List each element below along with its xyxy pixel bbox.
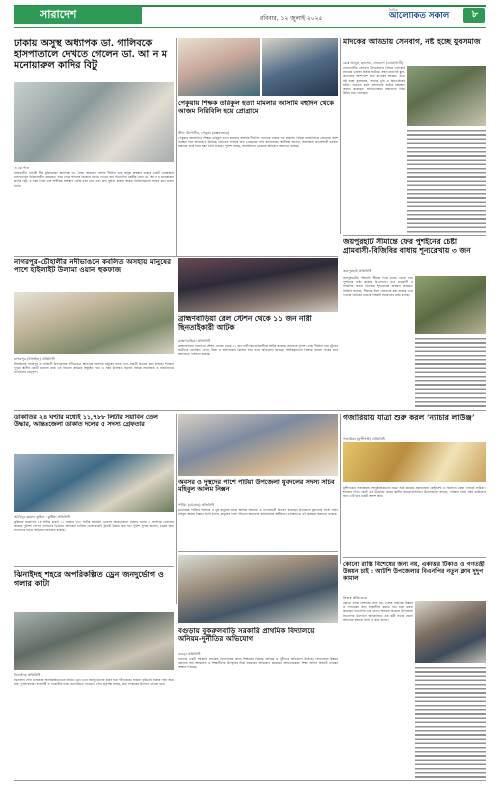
masthead-prefix: দৈনিক	[389, 8, 398, 12]
headline: গজারিয়ায় যাত্রা শুরু করল ‘ন্যাচার লাউঞ্জ’	[343, 414, 475, 422]
byline: পটিয়া (চট্টগ্রাম) প্রতিনিধি	[178, 503, 215, 507]
article-photo	[14, 82, 174, 162]
headline: অবসর ও দুস্থদের পাশে পটিয়া উপজেলা যুবদলের সদস্য সচিব মহিবুল আলম নিক্সন	[178, 479, 335, 494]
issue-date: রবিবার, ১২ জুলাই ২০২৫	[260, 15, 323, 22]
article-brahmanbaria	[178, 258, 338, 408]
section-title: সারাদেশ	[40, 9, 77, 21]
article-body-continued	[415, 667, 486, 778]
article-patiya	[178, 414, 338, 549]
section-divider	[178, 551, 338, 552]
article-body: পেকুয়ায় আলোচিত শিক্ষক তরিকুল হত্যা মামলার আসামি দীর্ঘদিন পলাতক থাকার পর প্রকাশ্যে বিভিন্ন রাজনৈতিক প্রোগ্রামে অংশ নিচ্ছেন বলে অভিযোগ উঠেছে। নিহতের পরিবার দ্রুত গ্রেপ্তারের দাবি জানিয়েছে। স্থানীয়রা জানান, আসামিরা প্রভাবশালী হওয়ায় মামলার তদন্ত নিয়ে শঙ্কা তৈরি হয়েছে। পুলিশ বলছে, আসামিদের গ্রেপ্তারে অভিযান অব্যাহত রয়েছে।	[178, 136, 338, 149]
headline: জয়পুরহাট সীমান্তে ফের পুশইনের চেষ্টা গ্রামবাসী-বিজিবির বাধায় শূন্যরেখায় ৩ জন	[343, 238, 471, 255]
article-body: কুষ্টিয়ায় ডাকাতির ২৪ ঘণ্টার মধ্যেই ১১ হাজার ৭৮৮ লিটার সয়াবিন তেলসহ আন্তঃজেলা ডাকাত দলের ৫ সদস্যকে গ্রেফতার করেছে পুলিশ। গোপন সংবাদের ভিত্তিতে অভিযান চালিয়ে তেলবোঝাই ট্রাকটি উদ্ধার করা হয়। পুলিশ সুপার জানান, চক্রের অন্য সদস্যদের ধরতে অভিযান অব্যাহত রয়েছে।	[14, 520, 174, 533]
page-bottom-rule	[14, 780, 486, 781]
article-joypurhat-border	[343, 238, 486, 408]
byline: জয়পুরহাট প্রতিনিধি	[343, 269, 372, 273]
article-bogura-school	[178, 555, 338, 778]
byline: মোঃ আবুল হোসেন, সেনবাগ (নোয়াখালী)	[343, 61, 404, 65]
article-photo	[14, 292, 174, 354]
article-body-continued	[415, 338, 486, 408]
article-photo-2	[262, 38, 338, 96]
byline: স্টাফ রিপোর্টার, পেকুয়া (কক্সবাজার)	[178, 131, 230, 135]
byline: গজারিয়া (মুন্সীগঞ্জ) প্রতিনিধি	[343, 437, 385, 441]
article-photo	[343, 442, 486, 482]
headline: ঝিনাইদহ শহরে অপরিকল্পিত ড্রেন জনদুর্ভোগ ও গলার কাটা	[14, 570, 164, 589]
article-photo	[14, 612, 174, 670]
article-body: ঝিনাইদহ পৌর এলাকায় অপরিকল্পিতভাবে নির্মিত ড্রেন এখন জনদুর্ভোগের কারণ হয়ে দাঁড়িয়েছে। সামান্য বৃষ্টিতেই রাস্তায় পানি জমে যায়, দুর্গন্ধ ছড়ায়। ব্যবসায়ী ও পথচারীরা চরম ভোগান্তিতে পড়ছেন। পৌর কর্তৃপক্ষ বলছে, দ্রুত সংস্কারের উদ্যোগ নেওয়া হবে।	[14, 678, 174, 687]
article-photo	[178, 38, 260, 96]
article-bnp-development	[343, 561, 486, 778]
column-rule	[176, 38, 177, 256]
article-body: কোনো ব্যক্তি বিশেষের জন্য নয়, দেশের সামগ্রিক উন্নয়ন ও গণতন্ত্রের জন্য রাজনীতি করতে হবে বলে মন্তব্য করেছেন বিএনপির এক নেতা। শনিবার বিকেলে উপজেলা বিএনপির উদ্যোগে আয়োজিত এক কর্মী সভায় প্রধান অতিথির বক্তব্যে তিনি এ কথা বলেন।	[343, 601, 413, 622]
article-photo	[415, 601, 486, 663]
headline: মাদকের আড্ডায় সেনবাগ, নষ্ট হচ্ছে যুবসমাজ	[343, 38, 481, 46]
photo-caption: এ কে পাল	[14, 166, 30, 170]
article-photo	[178, 258, 338, 312]
article-dhaka-hospital	[14, 38, 174, 253]
article-body: রাজবাড়ীর এলাকী বীর মুক্তিযোদ্ধা অধ্যাপক ডা. সৈয়দ আহমেদ গালিব দীর্ঘদিন ধরে অসুস্থ অবস্থায় ঢাকার একটি বেসরকারি হাসপাতালে চিকিৎসাধীন রয়েছেন। খবর পেয়ে শনিবার বিকেলে তাকে দেখতে যান বিএনপির কেন্দ্রীয় নেতা ডা. আ ন ম মনোয়ারুল কাদির বিটু। এ সময় তিনি তার শারীরিক অবস্থার খোঁজ-খবর নেন এবং দ্রুত সুস্থতা কামনা করেন। চিকিৎসকদের সঙ্গেও কথা বলেন তিনি।	[14, 171, 174, 188]
byline: বগুড়া প্রতিনিধি	[178, 652, 201, 656]
article-photo	[178, 414, 338, 476]
masthead-logo: আলোকিত সকাল	[389, 12, 450, 21]
page-header	[0, 0, 500, 34]
section-divider	[14, 410, 486, 411]
section-divider	[343, 557, 486, 558]
article-photo	[407, 66, 486, 126]
article-body: বগুড়ার একটি সরকারি প্রাথমিক বিদ্যালয়ের প্রধান শিক্ষকের বিরুদ্ধে অনিয়ম ও দুর্নীতির অভিযোগ উঠেছে। বিদ্যালয়ের উন্নয়ন বরাদ্দের অর্থ আত্মসাৎ ও শিক্ষার্থীদের উপবৃত্তির টাকা নয়ছয়ের অভিযোগ করেছেন অভিভাবকরা। শিক্ষা অফিস বিষয়টি তদন্তের আশ্বাস দিয়েছে।	[178, 657, 338, 670]
header-bottom-rule	[14, 27, 486, 28]
headline: ডাকাতির ২৪ ঘণ্টার মধ্যেই ১১,৭৮৮ লিটার সয়াবিন তেল উদ্ধার, আন্তঃজেলা ডাকাত দলের ৫ সদস্য গ্রেফতার	[14, 414, 158, 429]
article-photo	[178, 555, 338, 623]
article-body: চট্টগ্রামের পটিয়ায় অসহায় ও দুস্থ মানুষের মাঝে আর্থিক সহায়তা ও খাদ্যসামগ্রী বিতরণ করেছেন উপজেলা যুবদলের সদস্য সচিব মহিবুল আলম নিক্সন। তিনি বলেন, মানুষের পাশে দাঁড়ানো আমাদের রাজনৈতিক অঙ্গীকার। ভবিষ্যতেও এই কার্যক্রম অব্যাহত থাকবে।	[178, 508, 338, 517]
article-body: নোয়াখালীর সেনবাগ উপজেলার বিভিন্ন এলাকায় মাদকের ভয়াবহ বিস্তার ঘটেছে। সন্ধ্যা নামলেই স্কুল-কলেজের আশপাশে বসে মাদকের আড্ডা। এতে নষ্ট হচ্ছে যুবসমাজ, বাড়ছে চুরি ও ছিনতাইয়ের ঘটনা। সচেতন মহল প্রশাসনের কঠোর হস্তক্ষেপ কামনা করেছেন। অভিভাবকরা সন্তানদের নিয়ে উদ্বিগ্ন হয়ে পড়েছেন।	[343, 66, 405, 96]
byline: নিজস্ব প্রতিবেদক	[343, 596, 367, 600]
photo-caption: ঝিনাইদহ প্রতিনিধি	[14, 673, 41, 677]
section-divider	[343, 235, 486, 236]
article-body: মুন্সীগঞ্জের গজারিয়ায় আনুষ্ঠানিকভাবে যাত্রা শুরু করেছে প্রকৃতিঘেরা রেস্টুরেন্ট ও বিনোদন কেন্দ্র ‘ন্যাচার লাউঞ্জ’। শনিবার ফিতা কেটে এর উদ্বোধন করেন স্থানীয় জনপ্রতিনিধিরা। উদ্যোক্তারা জানান, পরিবার নিয়ে সময় কাটানোর জন্য এটি হবে একটি আদর্শ স্থান।	[343, 486, 486, 499]
article-jhenaidah-drain	[14, 570, 174, 778]
column-rule	[340, 38, 341, 234]
photo-caption: আবিদুর রহমান তুহিন : কুষ্টিয়া প্রতিনিধি	[14, 515, 71, 519]
headline: কোনো রাস্তি বিশেষের জন্য নয়, একাত্তর টিকাও ও গণতন্ত্রী উন্নয়ন চাই : আটশি উপজেলার বিএনপির নতুন ক্লাব দুদুপ কামাল	[343, 561, 485, 582]
headline: ঢাকায় অসুস্থ অধ্যাপক ডা. গালিবকে হাসপাতালে দেখতে গেলেন ডা. আ ন ম মনোয়ারুল কাদির বিটু	[14, 38, 168, 72]
section-divider	[14, 566, 174, 567]
article-kushtia-oil	[14, 414, 174, 564]
page-number: ৮	[471, 9, 479, 20]
article-photo	[14, 454, 174, 512]
article-body: জয়পুরহাটের পাঁচবিবি সীমান্ত দিয়ে ভারত থেকে ফের পুশইনের চেষ্টা করেছে বিএসএফ। তবে গ্রামবাসী ও বিজিবির বাধায় তিনজন শূন্যরেখায় অবস্থান করছেন। বিজিবি জানায়, সীমান্তে টহল জোরদার করা হয়েছে এবং পতাকা বৈঠকের মাধ্যমে বিষয়টি সমাধানের চেষ্টা চলছে।	[343, 276, 413, 297]
article-photo	[415, 276, 486, 334]
article-body: ব্রাহ্মণবাড়িয়া রেলওয়ে স্টেশন এলাকা থেকে ১১ জন নারী ছিনতাইকারীকে আটক করেছে রেলওয়ে পুলিশ। তারা দীর্ঘদিন ধরে ট্রেনের যাত্রীদের মোবাইল ফোন, টাকা ও স্বর্ণালংকার ছিনিয়ে নিত বলে অভিযোগ রয়েছে। আটককৃতদের বিরুদ্ধে মামলা দায়ের করে আদালতে পাঠানো হয়েছে।	[178, 344, 338, 357]
photo-caption: নাগরপুর (টাঙ্গাইল) প্রতিনিধি	[14, 357, 55, 361]
article-nature-lounge	[343, 414, 486, 554]
section-divider	[14, 256, 338, 257]
headline: পেকুয়ায় শিক্ষক তরিকুল হত্যা মামলার আসামি বহুদিন থেকে আজম নিরিবিলি হয়ে প্রোগ্রামে	[178, 100, 335, 115]
article-nagarpur	[14, 258, 174, 408]
column-rule	[340, 414, 341, 564]
headline: ব্রাহ্মণবাড়িয়া রেল স্টেশন থেকে ১১ জন নারী ছিনতাইকারী আটক	[178, 315, 312, 332]
article-body-continued	[407, 130, 486, 233]
column-rule	[176, 414, 177, 604]
headline: নাগরপুর-চৌহালীর নদীভাঙনে কবলিত অসহায় মানুষের পাশে হাইলাইট উলামা ওয়ান হুকফাজ	[14, 258, 172, 275]
article-pekua	[178, 38, 338, 268]
headline: বগুড়ায় বুকরুলবাড়ি সরকারি প্রাথমিক বিদ্যালয়ে অনিয়ম-দুর্নীতির অভিযোগ	[178, 627, 315, 644]
article-body: টাঙ্গাইলের নাগরপুর ও চৌহালী উপজেলার নদীভাঙনে ক্ষতিগ্রস্ত অসহায় মানুষের মাঝে খাদ্য সামগ্রী বিতরণ করা হয়েছে। শনিবার দুপুরে স্থানীয় একটি মাদ্রাসা মাঠে এই বিতরণ কার্যক্রম অনুষ্ঠিত হয়। এ সময় উপস্থিত ছিলেন বিভিন্ন সামাজিক ও রাজনৈতিক সংগঠনের নেতৃবৃন্দ।	[14, 362, 174, 375]
byline: ব্রাহ্মণবাড়িয়া প্রতিনিধি	[178, 339, 211, 343]
article-senbag-drugs	[343, 38, 486, 233]
